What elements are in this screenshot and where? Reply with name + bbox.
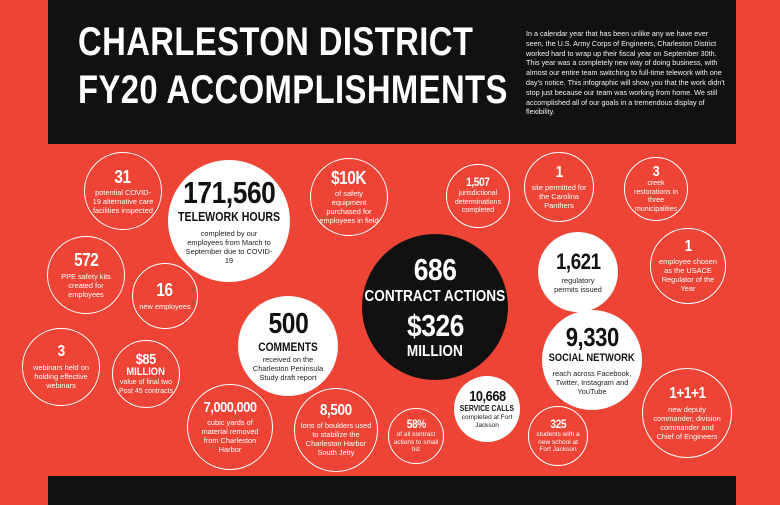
stat-text: value of final two Post 45 contracts [118, 379, 174, 395]
stat-value: $85 [135, 350, 157, 368]
title-line-2: FY20 ACCOMPLISHMENTS [78, 68, 508, 112]
stat-label: SOCIAL NETWORK [548, 352, 636, 365]
title-line-1: CHARLESTON DISTRICT [78, 20, 474, 64]
stat-label: CONTRACT ACTIONS [364, 287, 506, 305]
stat-social-network [542, 310, 642, 410]
stat-label: MILLION [126, 365, 166, 378]
stat-webinars [22, 328, 100, 406]
stat-label: SERVICE CALLS [459, 403, 515, 413]
stat-text: completed by our employees from March to September due to COVID-19 [185, 229, 273, 266]
stat-text: employee chosen as the USACE Regulator of the Year [659, 257, 717, 293]
stat-text: of all contract actions to small biz [393, 430, 439, 454]
header-banner [48, 0, 736, 144]
stat-value: 171,560 [182, 174, 276, 210]
stat-text: of safety equipment purchased for employees in field [319, 189, 379, 225]
stat-value: 1+1+1 [668, 384, 706, 402]
stat-text: new deputy commander, division commander and Chief of Engineers [653, 404, 721, 441]
stat-value: 3 [652, 163, 660, 180]
stat-text: PPE safety kits created for employees [61, 272, 111, 299]
stat-value: 1 [555, 163, 563, 181]
stat-label-2: MILLION [407, 342, 463, 360]
stat-value: 58% [406, 416, 426, 431]
stat-text: potential COVID-19 alternative care facilities inspected [92, 187, 154, 215]
stat-jurisdictional-determinations [446, 164, 510, 228]
stat-text: new employees [139, 302, 191, 311]
stat-value: 10,668 [468, 387, 506, 405]
stat-regulator-of-year [650, 228, 726, 304]
stat-safety-equipment [310, 158, 388, 236]
stat-text: tons of boulders used to stabilize the Charleston Harbor South Jetty [300, 421, 372, 457]
stat-covid-facilities [84, 152, 162, 230]
stat-value: $10K [331, 168, 367, 188]
stat-telework-hours [168, 160, 290, 282]
intro-paragraph: In a calendar year that has been unlike any we have ever seen, the U.S. Army Corps of Engineers, Charleston District worked hard to wrap up their fiscal year on September 30th. This year was a completely new way of doing business, with almost our entire team switching to full-time telework with one day's notice. This infographic will show you that the work didn't stop just because our team was working from home. We still accomplished all of our goals in a tremendous display of flexibility. [526, 29, 725, 117]
stat-label: TELEWORK HOURS [177, 209, 281, 224]
stat-value: 500 [268, 307, 308, 340]
stat-value: 9,330 [565, 322, 619, 353]
stat-cubic-yards [187, 384, 273, 470]
stat-value: 7,000,000 [203, 399, 257, 416]
stat-service-calls [454, 376, 520, 442]
stat-value: 325 [550, 416, 566, 431]
stat-value: 16 [156, 280, 174, 300]
stat-value: 1 [684, 238, 692, 255]
stat-boulders [294, 388, 378, 472]
stat-text: reach across Facebook, Twitter, Instagram and YouTube [552, 368, 632, 396]
stat-students [528, 406, 588, 466]
stat-text: webinars held on holding effective webinars [33, 363, 89, 390]
stat-value: 3 [57, 343, 65, 360]
stat-contract-actions [362, 234, 508, 380]
stat-text: students with a new school at Fort Jackson [536, 430, 580, 454]
stat-text: completed at Fort Jackson [461, 414, 513, 429]
stat-value: 31 [114, 166, 132, 187]
stat-value: 1,507 [466, 175, 490, 190]
stat-ppe-kits [47, 236, 125, 314]
stat-post45-contracts [112, 340, 180, 408]
stat-value: 1,621 [555, 248, 601, 274]
stat-text: cubic yards of material removed from Charleston Harbor [201, 418, 259, 454]
stat-text: received on the Charleston Peninsula Study draft report [252, 355, 324, 383]
stat-text: regulatory permits issued [554, 275, 602, 294]
stat-new-leaders [642, 368, 732, 458]
stat-value: 572 [73, 250, 99, 270]
stat-creek-restorations [624, 157, 688, 221]
stat-value-2: $326 [406, 307, 464, 343]
footer-banner [48, 476, 736, 505]
stat-small-business [388, 408, 444, 464]
stat-site-permitted [524, 152, 594, 222]
stat-text: site permitted for the Carolina Panthers [531, 182, 587, 210]
stat-text: creek restorations in three municipalities [634, 180, 678, 213]
stat-value: 686 [413, 251, 457, 287]
stat-value: 8,500 [320, 402, 352, 419]
stat-comments [238, 296, 338, 396]
stat-regulatory-permits [538, 232, 618, 312]
stat-new-employees [132, 263, 198, 329]
stat-text: jurisdictional determinations completed [455, 190, 501, 215]
stat-label: COMMENTS [258, 339, 318, 354]
page-title [78, 18, 508, 114]
